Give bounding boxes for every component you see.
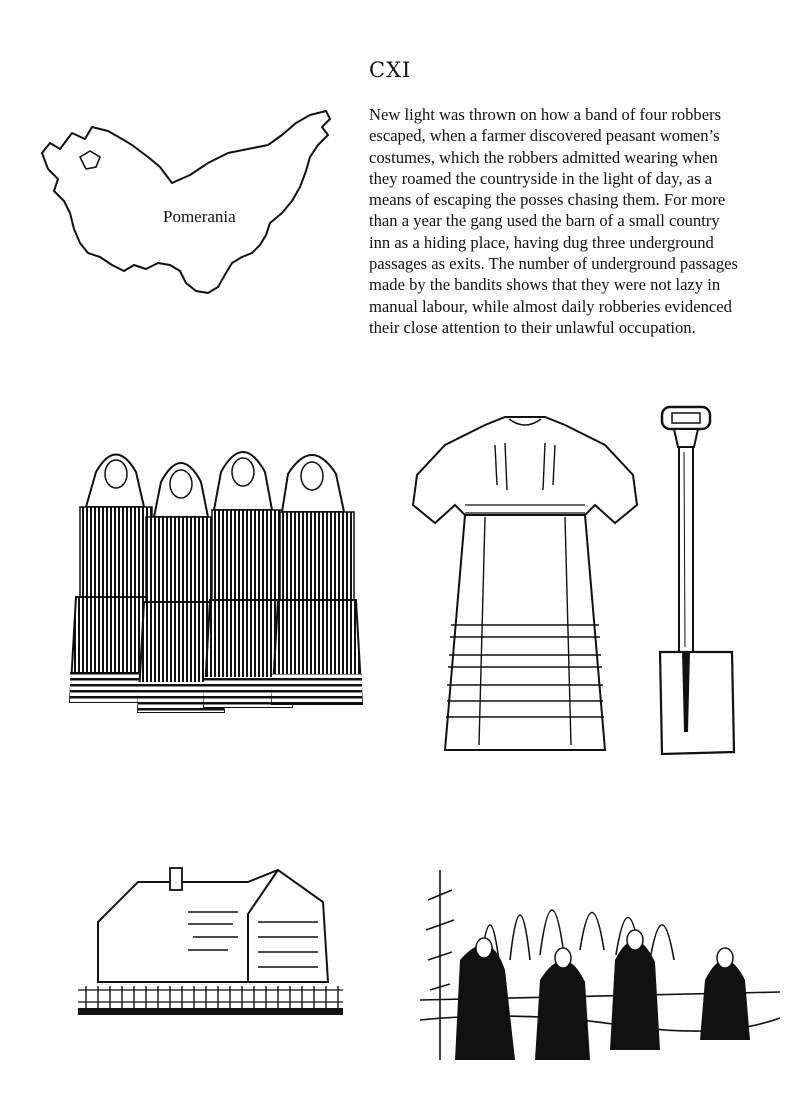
chapter-text: New light was thrown on how a band of four robbers escaped, when a farmer discovered peasant women’s costumes, which the robbers admitted wearing when they roamed the countryside in the light of day, as a means of escaping the posses chasing them. For more than a year the gang used the barn of a small country inn as a hiding place, having dug three underground passages as exits. The number of underground passages made by the bandits shows that they were not lazy in manual labour, while almost daily robberies evidenced their close attention to their unlawful occupation. (369, 105, 738, 337)
women-in-forest-illustration (420, 860, 780, 1070)
spade-illustration (652, 402, 742, 762)
map-label: Pomerania (163, 207, 236, 226)
pomerania-map (30, 105, 340, 300)
pomerania-map-outline (30, 105, 340, 300)
inn-barn-illustration (78, 862, 348, 1022)
four-women-illustration (66, 432, 366, 732)
chapter-number: CXI (369, 58, 412, 82)
peasant-dress-illustration (405, 405, 645, 765)
